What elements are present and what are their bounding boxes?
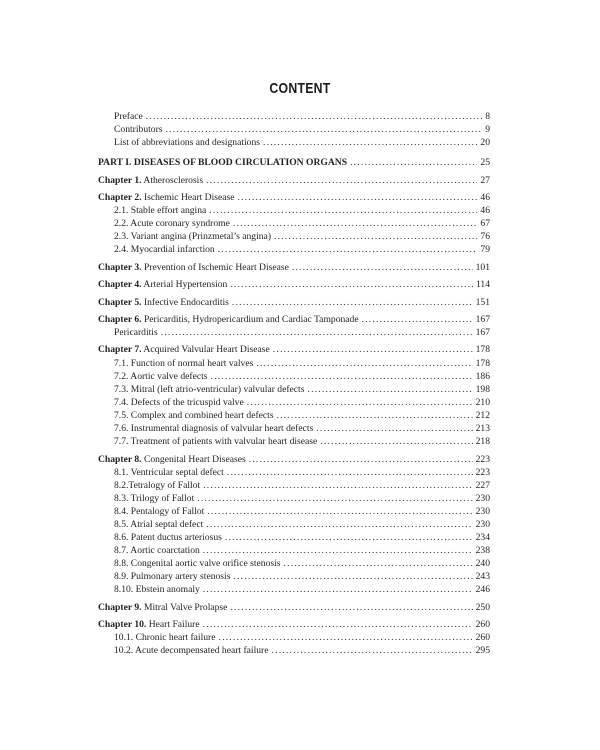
dot-leader xyxy=(230,601,472,614)
chapter-entry xyxy=(98,313,490,326)
entry-label xyxy=(114,492,194,505)
section-entry xyxy=(98,466,490,479)
entry-label xyxy=(114,409,274,422)
page-number: 27 xyxy=(480,174,490,186)
dot-leader xyxy=(203,618,473,631)
page-number: 167 xyxy=(475,327,490,339)
part-title: PART I. DISEASES OF BLOOD CIRCULATION ORGANS xyxy=(98,157,348,169)
page-number: 46 xyxy=(480,192,490,204)
page-number: 295 xyxy=(475,645,490,657)
chapter-entry xyxy=(98,618,490,631)
dot-leader xyxy=(219,631,473,644)
entry-label xyxy=(114,479,200,492)
dot-leader xyxy=(146,110,482,123)
dot-leader xyxy=(247,396,473,409)
section-entry xyxy=(98,357,490,370)
section-entry xyxy=(98,492,490,505)
section-entry xyxy=(98,396,490,409)
page-number: 151 xyxy=(475,296,490,308)
section-title: 8.1. Ventricular septal defect xyxy=(114,466,224,478)
chapter-number: Chapter 4. xyxy=(98,279,142,291)
dot-leader xyxy=(307,383,472,396)
dot-leader xyxy=(233,217,478,230)
page-number: 250 xyxy=(475,601,490,613)
entry-label xyxy=(114,396,244,409)
entry-label xyxy=(98,261,289,274)
section-title: 7.2. Aortic valve defects xyxy=(114,370,208,382)
section-title: 7.5. Complex and combined heart defects xyxy=(114,409,274,421)
page-number: 167 xyxy=(475,314,490,325)
chapter-entry xyxy=(98,278,490,291)
dot-leader xyxy=(233,570,472,583)
section-title: 2.2. Acute coronary syndrome xyxy=(114,218,230,230)
entry-label xyxy=(114,123,163,136)
section-entry xyxy=(98,479,490,492)
entry-label xyxy=(114,644,269,657)
dot-leader xyxy=(206,518,472,531)
chapter-number: Chapter 6. xyxy=(98,314,142,325)
entry-label xyxy=(98,296,229,309)
chapter-number: Chapter 10. xyxy=(98,619,147,631)
section-title: 10.1. Chronic heart failure xyxy=(114,632,216,644)
page-number: 198 xyxy=(475,383,490,395)
dot-leader xyxy=(316,422,472,435)
section-title: 8.4. Pentalogy of Fallot xyxy=(114,505,205,517)
chapter-entry xyxy=(98,601,490,614)
chapter-title: Congenital Heart Diseases xyxy=(143,453,246,465)
entry-title: List of abbreviations and designations xyxy=(114,137,261,149)
entry-label xyxy=(114,217,230,230)
chapter-title: Pericarditis, Hydropericardium and Cardiac Tamponade xyxy=(143,314,359,325)
entry-label xyxy=(114,383,304,396)
page-title: CONTENT xyxy=(269,80,331,97)
dot-leader xyxy=(350,156,477,169)
page-number: 227 xyxy=(475,479,490,491)
entry-label xyxy=(114,505,204,518)
dot-leader xyxy=(166,123,483,136)
chapter-number: Chapter 5. xyxy=(98,296,142,308)
dot-leader xyxy=(232,296,473,309)
entry-label xyxy=(98,601,227,614)
section-entry xyxy=(98,383,490,396)
page-number: 234 xyxy=(475,532,490,544)
section-title: 8.5. Atrial septal defect xyxy=(114,519,204,530)
section-entry xyxy=(98,631,490,644)
front-matter-entry xyxy=(98,123,490,136)
page-number: 218 xyxy=(475,436,490,448)
section-title: 7.4. Defects of the tricuspid valve xyxy=(114,396,244,408)
chapter-number: Chapter 8. xyxy=(98,453,142,465)
section-title: 8.6. Patent ductus arteriosus xyxy=(114,532,222,544)
section-entry xyxy=(98,544,490,557)
page-number: 212 xyxy=(475,409,490,421)
chapter-title: Heart Failure xyxy=(148,619,200,631)
entry-title: Preface xyxy=(114,111,143,122)
page-number: 260 xyxy=(475,632,490,644)
page-number: 186 xyxy=(475,370,490,382)
page-number: 260 xyxy=(475,619,490,631)
dot-leader xyxy=(209,204,477,217)
dot-leader xyxy=(284,557,473,570)
chapter-title: Mitral Valve Prolapse xyxy=(143,601,228,613)
page-number: 230 xyxy=(475,492,490,504)
dot-leader xyxy=(197,492,472,505)
section-title: Pericarditis xyxy=(114,327,158,339)
chapter-title: Arterial Hypertension xyxy=(143,279,228,291)
section-title: 8.8. Congenital aortic valve orifice stenosis xyxy=(114,558,281,570)
page-number: 25 xyxy=(480,157,490,169)
dot-leader xyxy=(249,453,473,466)
dot-leader xyxy=(263,136,477,149)
section-entry xyxy=(98,409,490,422)
entry-label xyxy=(98,453,246,466)
chapter-title: Ischemic Heart Disease xyxy=(143,192,235,204)
entry-label xyxy=(114,570,230,583)
chapter-entry xyxy=(98,174,490,187)
front-matter-entry xyxy=(98,136,490,149)
chapter-entry xyxy=(98,343,490,356)
dot-leader xyxy=(277,409,473,422)
dot-leader xyxy=(225,531,473,544)
page-number: 238 xyxy=(475,545,490,557)
entry-label xyxy=(114,326,158,339)
section-entry xyxy=(98,204,490,217)
dot-leader xyxy=(362,313,473,326)
entry-label xyxy=(114,435,317,448)
entry-label xyxy=(114,204,206,217)
section-title: 8.2.Tetralogy of Fallot xyxy=(114,479,201,491)
page-number: 178 xyxy=(475,357,490,369)
page-number: 67 xyxy=(480,218,490,230)
section-title: 8.10. Ebstein anomaly xyxy=(114,584,200,596)
entry-label xyxy=(114,544,200,557)
section-title: 2.4. Myocardial infarction xyxy=(114,244,215,256)
dot-leader xyxy=(273,343,473,356)
section-entry xyxy=(98,570,490,583)
entry-label xyxy=(114,422,313,435)
section-title: 2.3. Variant angina (Prinzmetal’s angina) xyxy=(114,231,272,243)
entry-label xyxy=(98,191,235,204)
chapter-title: Infective Endocarditis xyxy=(143,296,229,308)
page-number: 76 xyxy=(480,231,490,243)
section-title: 7.6. Instrumental diagnosis of valvular heart defects xyxy=(114,423,314,435)
front-matter-entry xyxy=(98,110,490,123)
entry-label xyxy=(114,631,216,644)
dot-leader xyxy=(203,583,473,596)
dot-leader xyxy=(207,505,472,518)
dot-leader xyxy=(161,326,473,339)
section-entry xyxy=(98,583,490,596)
entry-label xyxy=(98,174,203,187)
section-title: 8.9. Pulmonary artery stenosis xyxy=(114,571,231,583)
dot-leader xyxy=(272,644,473,657)
section-title: 7.1. Function of normal heart valves xyxy=(114,357,254,369)
table-of-contents xyxy=(98,110,490,658)
chapter-title: Atherosclerosis xyxy=(143,174,204,186)
page-number: 46 xyxy=(480,205,490,217)
dot-leader xyxy=(292,261,473,274)
section-title: 7.7. Treatment of patients with valvular heart disease xyxy=(114,436,318,448)
dot-leader xyxy=(203,544,473,557)
section-title: 10.2. Acute decompensated heart failure xyxy=(114,645,269,657)
entry-label xyxy=(114,357,253,370)
section-entry xyxy=(98,557,490,570)
entry-label xyxy=(114,110,143,123)
entry-label xyxy=(114,370,208,383)
page-number: 8 xyxy=(485,111,490,122)
section-entry xyxy=(98,505,490,518)
chapter-title: Acquired Valvular Heart Disease xyxy=(143,344,270,356)
chapter-number: Chapter 9. xyxy=(98,601,142,613)
section-entry xyxy=(98,217,490,230)
entry-label xyxy=(98,313,359,326)
dot-leader xyxy=(218,243,478,256)
dot-leader xyxy=(320,435,472,448)
entry-label xyxy=(114,230,271,243)
entry-label xyxy=(114,518,203,531)
page-number: 20 xyxy=(480,137,490,149)
page-number: 223 xyxy=(475,466,490,478)
section-entry xyxy=(98,531,490,544)
chapter-number: Chapter 7. xyxy=(98,344,142,356)
page-number: 178 xyxy=(475,344,490,356)
entry-label xyxy=(114,466,224,479)
page-number: 243 xyxy=(475,571,490,583)
chapter-entry xyxy=(98,261,490,274)
dot-leader xyxy=(256,357,472,370)
dot-leader xyxy=(274,230,477,243)
section-entry xyxy=(98,370,490,383)
dot-leader xyxy=(211,370,473,383)
page-number: 240 xyxy=(475,558,490,570)
page-number: 230 xyxy=(475,519,490,530)
page-number: 114 xyxy=(475,279,490,291)
entry-label xyxy=(98,618,200,631)
page-number: 210 xyxy=(475,396,490,408)
dot-leader xyxy=(206,174,477,187)
dot-leader xyxy=(227,466,473,479)
chapter-entry xyxy=(98,191,490,204)
section-entry xyxy=(98,518,490,531)
entry-label xyxy=(98,156,347,169)
section-title: 2.1. Stable effort angina xyxy=(114,205,207,217)
section-entry xyxy=(98,644,490,657)
part-heading xyxy=(98,156,490,169)
chapter-number: Chapter 2. xyxy=(98,192,142,204)
page-number: 101 xyxy=(475,261,490,273)
chapter-number: Chapter 1. xyxy=(98,174,142,186)
section-entry xyxy=(98,435,490,448)
chapter-title: Prevention of Ischemic Heart Disease xyxy=(143,261,289,273)
page-number: 223 xyxy=(475,453,490,465)
entry-label xyxy=(114,583,200,596)
chapter-entry xyxy=(98,453,490,466)
page-number: 9 xyxy=(485,124,490,136)
page-number: 246 xyxy=(475,584,490,596)
section-entry xyxy=(98,326,490,339)
entry-label xyxy=(114,136,260,149)
section-entry xyxy=(98,230,490,243)
entry-label xyxy=(98,343,270,356)
section-title: 8.3. Trilogy of Fallot xyxy=(114,492,195,504)
entry-label xyxy=(114,531,222,544)
page-number: 79 xyxy=(480,244,490,256)
page-number: 230 xyxy=(475,505,490,517)
dot-leader xyxy=(238,191,478,204)
entry-title: Contributors xyxy=(114,124,163,136)
section-entry xyxy=(98,422,490,435)
page-number: 213 xyxy=(475,423,490,435)
dot-leader xyxy=(203,479,472,492)
chapter-entry xyxy=(98,296,490,309)
section-entry xyxy=(98,243,490,256)
entry-label xyxy=(98,278,227,291)
section-title: 8.7. Aortic coarctation xyxy=(114,545,200,557)
entry-label xyxy=(114,243,215,256)
dot-leader xyxy=(230,278,473,291)
section-title: 7.3. Mitral (left atrio-ventricular) valvular defects xyxy=(114,383,305,395)
entry-label xyxy=(114,557,281,570)
chapter-number: Chapter 3. xyxy=(98,261,142,273)
